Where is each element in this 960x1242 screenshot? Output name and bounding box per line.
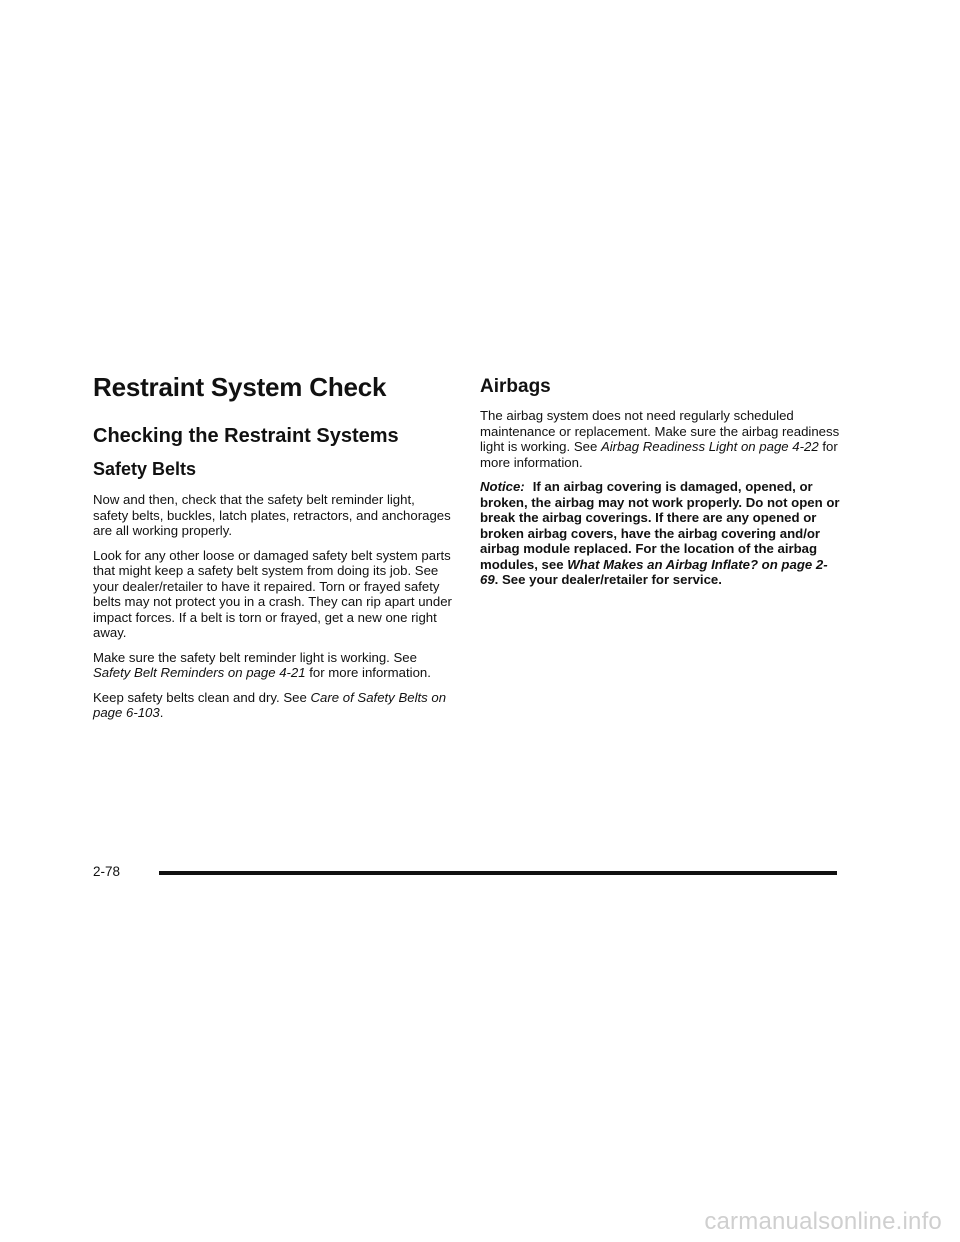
airbags-paragraph [480,408,845,470]
notice-text: . See your dealer/retailer for service. [494,572,722,587]
paragraph-text: for more information. [305,665,431,680]
airbags-heading: Airbags [480,376,551,397]
footer-rule [159,871,837,875]
right-column [480,376,845,597]
watermark: carmanualsonline.info [704,1208,942,1235]
cross-reference-link[interactable]: Care of Safety Belts on page 6-103 [93,689,447,720]
notice-paragraph [480,479,845,588]
notice-text: If an airbag covering is damaged, opened, or broken, the airbag may not work properly. Do not open or break the airbag coverings. If there are any opened or broken airbag covers, have the airbag covering and/or airbag module replaced. For the location of the airbag modules, see [480,479,840,572]
paragraph-text: Keep safety belts clean and dry. See [93,689,311,705]
left-column [93,372,453,730]
cross-reference-link[interactable]: Airbag Readiness Light on page 4-22 [600,439,819,454]
page-title: Restraint System Check [93,372,387,402]
section-heading: Checking the Restraint Systems [93,425,399,447]
safety-belts-paragraph-2: Look for any other loose or damaged safety belt system parts that might keep a safety belt system from doing its job. See your dealer/retailer to have it repaired. Torn or frayed safety belts may not protect you in a crash. They can rip apart under impact forces. If a belt is torn or frayed, get a new one right away. [93,547,452,640]
safety-belts-paragraph-3 [93,650,453,681]
paragraph-text: . [159,705,164,720]
safety-belts-paragraph-1: Now and then, check that the safety belt reminder light, safety belts, buckles, latch plates, retractors, and anchorages are all working properly. [93,492,451,538]
safety-belts-paragraph-4 [93,690,453,721]
cross-reference-link[interactable]: Safety Belt Reminders on page 4-21 [93,665,306,680]
paragraph-text: Make sure the safety belt reminder light is working. See [93,649,417,665]
cross-reference-link[interactable]: What Makes an Airbag Inflate? on page 2-69 [480,556,828,587]
paragraph-text: The airbag system does not need regularly scheduled maintenance or replacement. Make sure the airbag readiness light is working. See [480,408,840,454]
subsection-heading: Safety Belts [93,459,197,479]
notice-label: Notice: [480,479,525,494]
page-number: 2-78 [93,864,121,879]
paragraph-text: for more information. [480,439,838,470]
